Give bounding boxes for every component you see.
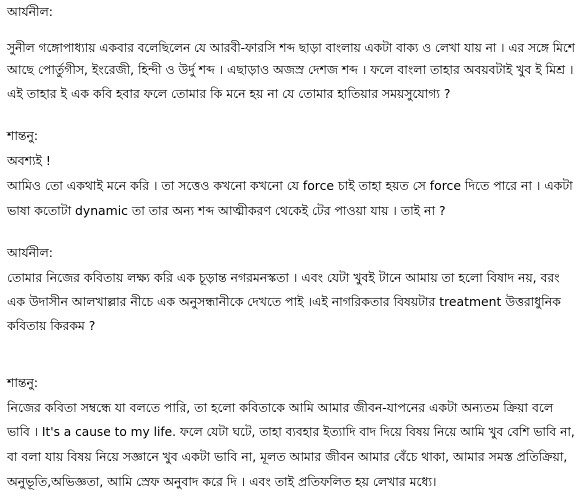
speaker-label: শান্তনু: — [7, 375, 39, 390]
paragraph-line: এক উদাসীন আলখাল্লার নীচে এক অনুসন্ধানীকে দেখতে পাই ।এই নাগরিকতার বিষয়টার treatment উত্তরাধুনিক — [7, 294, 561, 309]
paragraph-line: অবশ্যই ! — [7, 153, 51, 168]
paragraph-line: আছে পোর্তুগীস, ইংরেজী, হিন্দী ও উর্দু শব্দ । এছাড়াও অজস্র দেশজ শব্দ । ফলে বাংলা তাহার অবয়বটাই খুব ই মিশ্র । — [7, 62, 574, 77]
paragraph-line: এই তাহার ই এক কবি হবার ফলে তোমার কি মনে হয় না যে তোমার হাতিয়ার সময়সুযোগ্য ? — [7, 86, 451, 101]
paragraph-line: নিজের কবিতা সম্বন্ধে যা বলতে পারি, তা হলো কবিতাকে আমি আমার জীবন-যাপনের একটা অন্যতম ক্রিয়া বলে — [7, 400, 554, 415]
paragraph-line: তোমার নিজের কবিতায় লক্ষ্য করি এক চূড়ান্ত নগরমনস্কতা । এবং যেটা খুবই টানে আমায় তা হলো বিষাদ নয়, বরং — [7, 270, 560, 285]
paragraph-line: সুনীল গঙ্গোপাধ্যায় একবার বলেছিলেন যে আরবী-ফারসি শব্দ ছাড়া বাংলায় একটা বাক্য ও লেখা যায় না । এর সঙ্গে মিশে — [7, 40, 575, 55]
speaker-label: আর্যনীল: — [7, 4, 53, 19]
paragraph-line: আমিও তো একথাই মনে করি । তা সত্তেও কখনো কখনো যে force চাই তাহা হয়ত সে force দিতে পারে না । একটা — [7, 178, 573, 193]
paragraph-line: কবিতায় কিরকম ? — [7, 318, 96, 333]
paragraph-line: ভাষা কতোটা dynamic তা তার অন্য শব্দ আত্মীকরণ থেকেই টের পাওয়া যায় । তাই না ? — [7, 203, 446, 218]
paragraph-line: অনুভূতি,অভিজ্ঞতা, আমি স্রেফ অনুবাদ করে দি । এবং তাই প্রতিফলিত হয় লেখার মধ্যে। — [7, 474, 437, 489]
paragraph-line: বা বলা যায় বিষয় নিয়ে সজ্ঞানে খুব একটা ভাবি না, মূলত আমার জীবন আমার বেঁচে থাকা, আমার সমস্ত প্রতিক্রিয়া, — [7, 449, 568, 464]
paragraph-line: ভাবি । It's a cause to my life. ফলে যেটা ঘটে, তাহা ব্যবহার ইত্যাদি বাদ দিয়ে বিষয় নিয়ে আমি খুব বেশি ভাবি না, — [7, 424, 575, 439]
speaker-label: আর্যনীল: — [7, 245, 53, 260]
speaker-label: শান্তনু: — [7, 128, 39, 143]
